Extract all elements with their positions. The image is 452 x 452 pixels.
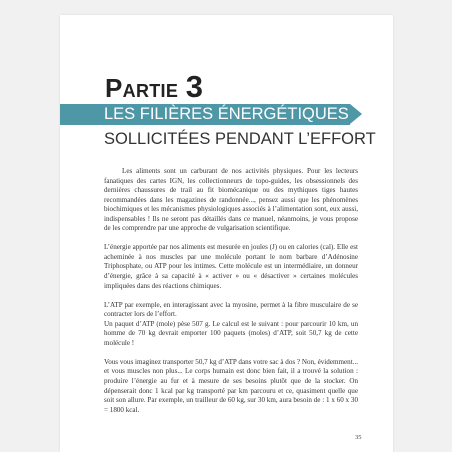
paragraph-3: L’ATP par exemple, en interagissant avec la myosine, permet à la fibre musculaire de se contracter lors de l’effort. Un paquet d’ATP (mole) pèse 507 g. Le calcul est le suivant : pour parcourir 10 km, un homme de 70 kg devrait emporter 100 paquets (moles) d’ATP, soit 50,7 kg de cette molécule ! <box>104 300 358 347</box>
paragraph-2: L’énergie apportée par nos aliments est mesurée en joules (J) ou en calories (cal). Elle est acheminée à nos muscles par une molécule portant le nom barbare d’Adénosine Triphosphate, ou ATP pour les intimes. Cette molécule est un intermédiaire, un donneur d’énergie, grâce à sa capacité à « activer » ou « désactiver » certaines molécules impliquées dans des réactions chimiques. <box>104 243 358 290</box>
title-band-arrow <box>350 104 362 124</box>
part-word: Partie <box>105 73 179 103</box>
part-number: 3 <box>185 69 204 104</box>
subtitle-line-2: SOLLICITÉES PENDANT L’EFFORT <box>104 130 376 148</box>
part-title <box>105 69 204 104</box>
book-page <box>60 15 393 452</box>
paragraph-4: Vous vous imaginez transporter 50,7 kg d’ATP dans votre sac à dos ? Non, évidemment... et vous muscles non plus... Le corps humain est donc bien fait, il a trouvé la solution : produire l’énergie au fur et à mesure de ses besoins plutôt que de la stocker. On dépenserait donc 1 kcal par kg transporté par km parcouru et ce, quasiment quelle que soit son allure. Par exemple, un trailleur de 60 kg, sur 30 km, aura besoin de : 1 x 60 x 30 = 1800 kcal. <box>104 357 358 414</box>
page-number: 35 <box>355 434 362 441</box>
body-text <box>104 167 358 425</box>
paragraph-1: Les aliments sont un carburant de nos activités physiques. Pour les lecteurs fanatiques des cartes IGN, les collectionneurs de topo-guides, les obsessionnels des dernières chaussures de trail au fit biomécanique ou des mythiques tiges hautes recommandées dans les magazines de randonnée..., pensez aussi que les phénomènes biochimiques et les mécanismes physiologiques associés à l’alimentation sont, eux aussi, indispensables ! Ils ne seront pas détaillés dans ce manuel, néanmoins, je vous propose de les comprendre par une approche de vulgarisation scientifique. <box>104 167 358 233</box>
subtitle-line-1: LES FILIÈRES ÉNERGÉTIQUES <box>104 105 349 123</box>
